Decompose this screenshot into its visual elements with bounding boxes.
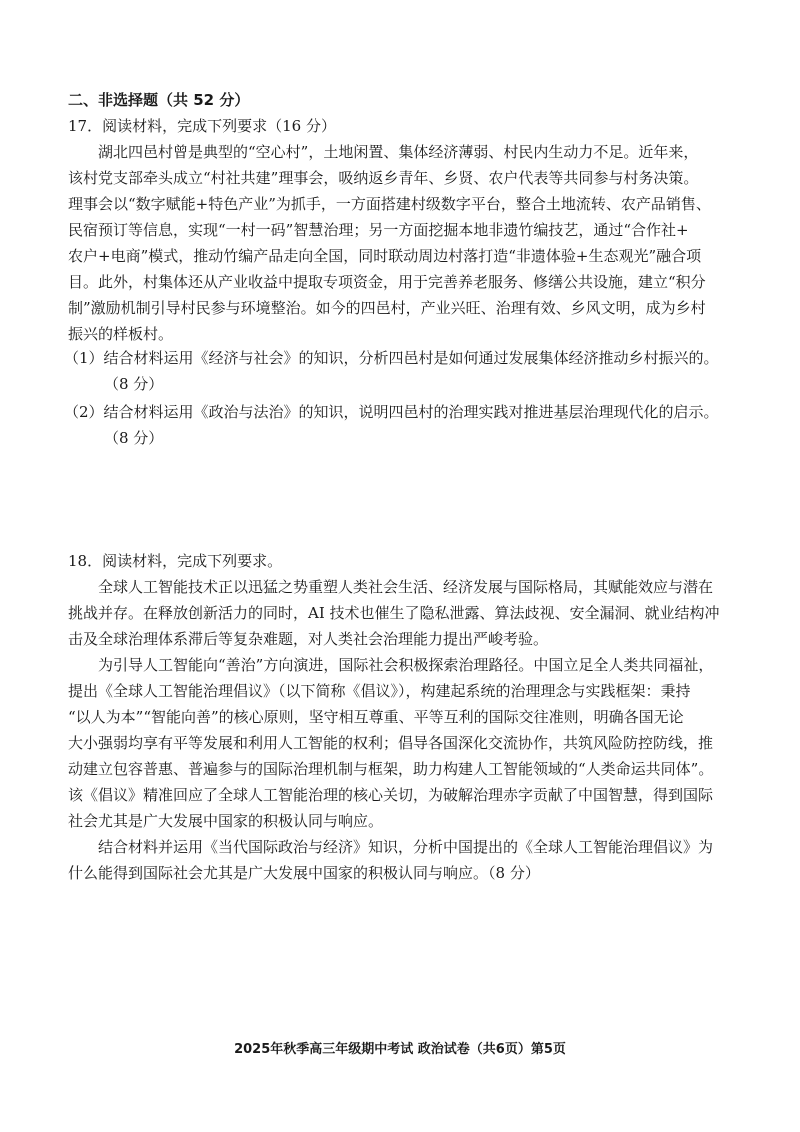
- q18-material-line: 为引导人工智能向“善治”方向演进，国际社会积极探索治理路径。中国立足全人类共同福祉，: [98, 656, 714, 674]
- q17-material-line: 湖北四邑村曾是典型的“空心村”，土地闲置、集体经济薄弱、村民内生动力不足。近年来，: [98, 143, 699, 161]
- page-footer: 2025年秋季高三年级期中考试 政治试卷（共6页）第5页: [234, 1042, 566, 1057]
- q18-material-line: 击及全球治理体系滞后等复杂难题，对人类社会治理能力提出严峻考验。: [68, 630, 549, 648]
- q17-subquestion-2: （2）结合材料运用《政治与法治》的知识，说明四邑村的治理实践对推进基层治理现代化的启示。: [64, 403, 719, 421]
- q18-material-line: 挑战并存。在释放创新活力的同时，AI 技术也催生了隐私泄露、算法歧视、安全漏洞、就业结构冲: [68, 604, 720, 622]
- q18-material-line: 提出《全球人工智能治理倡议》（以下简称《倡议》），构建起系统的治理理念与实践框架：秉持: [68, 682, 691, 700]
- q17-material-line: 农户+电商”模式，推动竹编产品走向全国，同时联动周边村落打造“非遗体验+生态观光”融合项: [68, 247, 702, 265]
- q17-subquestion-1-score: （8 分）: [104, 375, 164, 393]
- q18-material-line: 全球人工智能技术正以迅猛之势重塑人类社会生活、经济发展与国际格局，其赋能效应与潜在: [98, 578, 714, 596]
- q17-material-line: 民宿预订等信息，实现“一村一码”智慧治理；另一方面挖掘本地非遗竹编技艺，通过“合作社+: [68, 221, 689, 239]
- section-heading: 二、非选择题（共 52 分）: [68, 91, 250, 109]
- q17-subquestion-1: （1）结合材料运用《经济与社会》的知识，分析四邑村是如何通过发展集体经济推动乡村振兴的。: [64, 349, 719, 367]
- q18-question-line: 什么能得到国际社会尤其是广大发展中国家的积极认同与响应。（8 分）: [68, 864, 540, 882]
- q17-title: 17．阅读材料，完成下列要求（16 分）: [68, 117, 336, 135]
- q18-question-line: 结合材料并运用《当代国际政治与经济》知识，分析中国提出的《全球人工智能治理倡议》为: [98, 838, 714, 856]
- q18-material-line: 动建立包容普惠、普遍参与的国际治理机制与框架，助力构建人工智能领域的“人类命运共同体”。: [68, 760, 714, 778]
- q17-material-line: 振兴的样板村。: [68, 325, 174, 343]
- q17-material-line: 理事会以“数字赋能+特色产业”为抓手，一方面搭建村级数字平台，整合土地流转、农产品销售、: [68, 195, 711, 213]
- q18-material-line: 社会尤其是广大发展中国家的积极认同与响应。: [68, 812, 384, 830]
- q18-material-line: 大小强弱均享有平等发展和利用人工智能的权利；倡导各国深化交流协作，共筑风险防控防线，推: [68, 734, 714, 752]
- q17-material-line: 该村党支部牵头成立“村社共建”理事会，吸纳返乡青年、乡贤、农户代表等共同参与村务决策。: [68, 169, 699, 187]
- q17-subquestion-2-score: （8 分）: [104, 429, 164, 447]
- q18-material-line: “以人为本”“智能向善”的核心原则，坚守相互尊重、平等互利的国际交往准则，明确各国无论: [68, 708, 684, 726]
- q18-title: 18．阅读材料，完成下列要求。: [68, 552, 283, 570]
- q18-material-line: 该《倡议》精准回应了全球人工智能治理的核心关切，为破解治理赤字贡献了中国智慧，得到国际: [68, 786, 714, 804]
- q17-material-line: 制”激励机制引导村民参与环境整治。如今的四邑村，产业兴旺、治理有效、乡风文明，成为乡村: [68, 299, 706, 317]
- q17-material-line: 目。此外，村集体还从产业收益中提取专项资金，用于完善养老服务、修缮公共设施，建立“积分: [68, 273, 706, 291]
